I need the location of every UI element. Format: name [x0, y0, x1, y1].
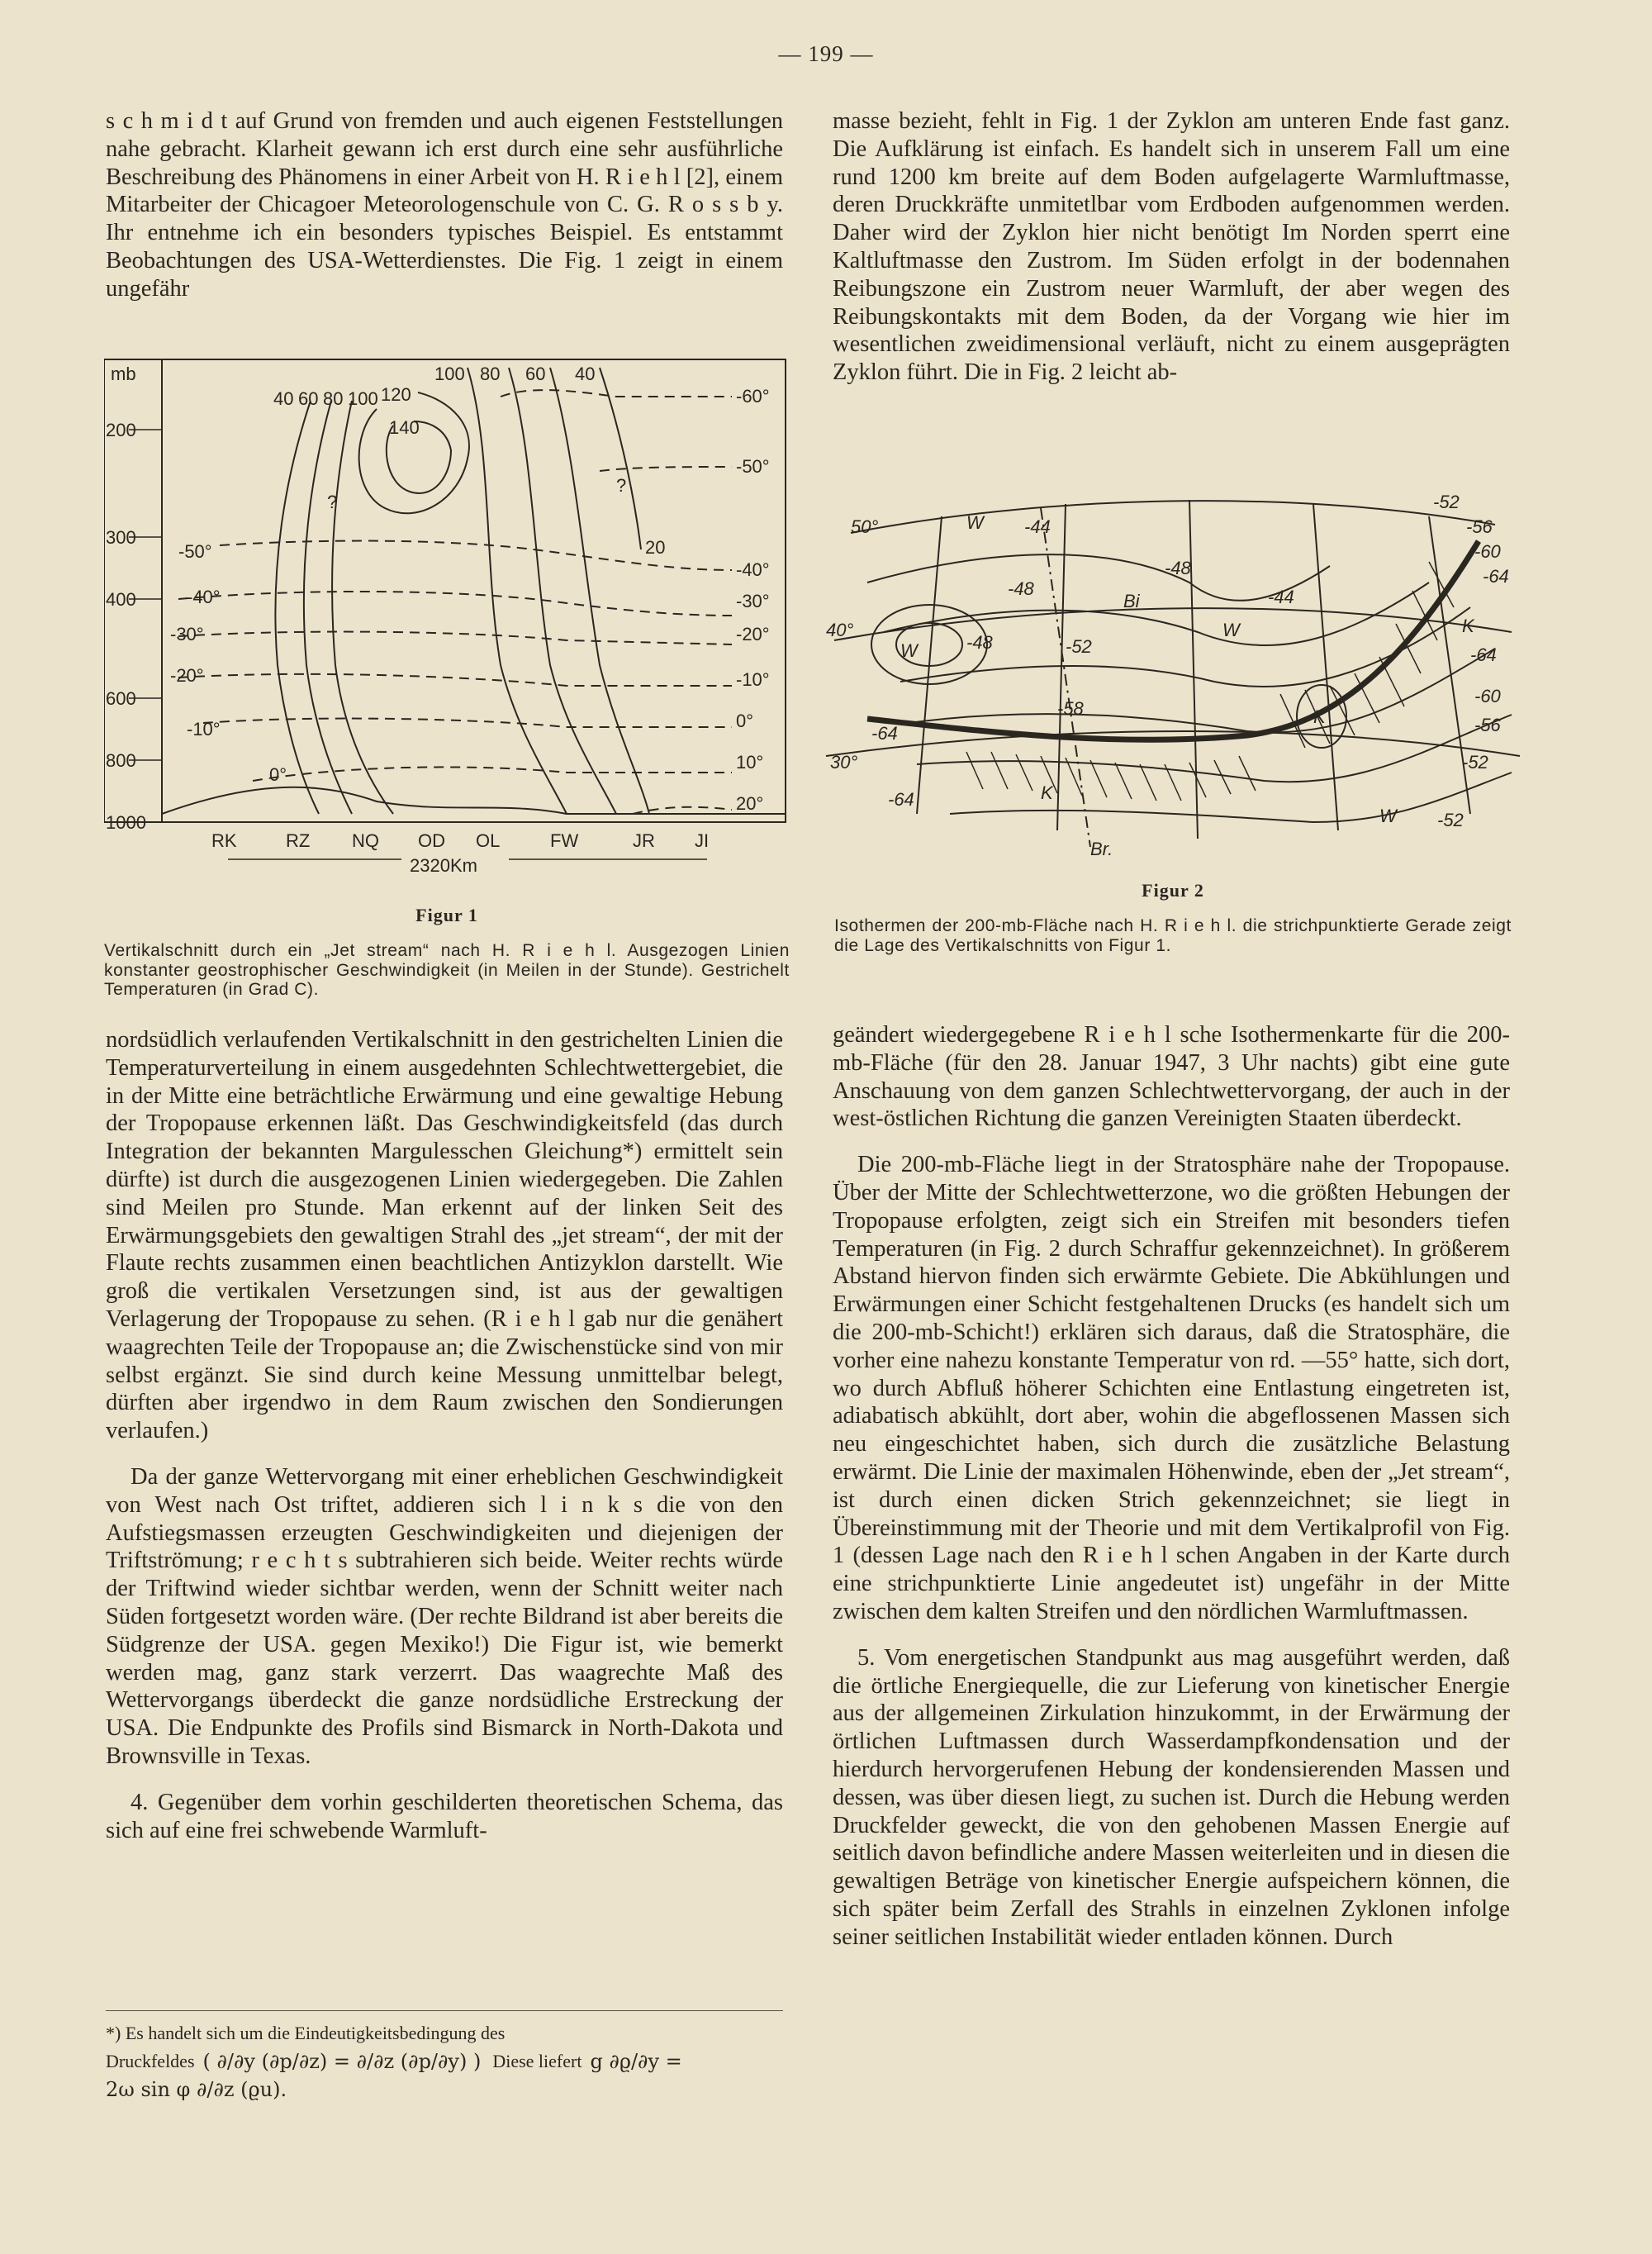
region-label: Bi — [1123, 591, 1140, 611]
axis-unit: mb — [111, 364, 136, 384]
level-label: 1000 — [106, 812, 146, 833]
isotherm-label: -52 — [1433, 492, 1460, 512]
paragraph: nordsüdlich verlaufenden Vertikalschnitt in den gestrichelten Linien die Temperaturverteilung in einem ausgedehnten Schlechtwettergebiet, die in der Mitte eine beträchtliche Erwärmung und eine gewaltige Hebung der Tropopause erkennen läßt. Das Geschwindigkeitsfeld (das durch Integration der bekannten Margulesschen Gleichung*) ermittelt sein dürfte) ist durch die ausgezogenen Linien wiedergegeben. Die Zahlen sind Meilen pro Stunde. Man erkennt auf der linken Seit des Erwärmungsgebiets den gewaltigen Strahl des „jet stream“, der mit der Flaute rechts zusammen einen beachtlichen Antizyklon darstellt. Wie groß die vertikalen Versetzungen sind, ist aus der gewaltigen Verlagerung der Tropopause zu sehen. (R i e h l gab nur die genähert waagrechten Teile der Tropopause an; die Zwischenstücke sind von mir selbst ergänzt. Sie sind durch keine Messung unmittelbar belegt, dürften aber irgendwo in dem Raum zwischen den Sondierungen verlaufen.) — [106, 1027, 783, 1444]
station-label: FW — [550, 830, 579, 851]
right-column-top — [833, 107, 1510, 387]
paragraph: geändert wiedergegebene R i e h l sche Isothermenkarte für die 200-mb-Fläche (für den 28. Januar 1947, 3 Uhr nachts) gibt eine gute Anschauung von dem ganzen Schlechtwettervorgang, der auch in der west-östlichen Richtung die ganzen Vereinigten Staaten überdeckt. — [833, 1022, 1510, 1132]
level-label: 300 — [106, 527, 136, 548]
speed-label: 60 — [525, 364, 546, 384]
region-label: Br. — [1090, 839, 1113, 859]
isotherm-label: -52 — [1462, 752, 1488, 773]
question-mark: ? — [327, 492, 338, 512]
paragraph: 4. Gegenüber dem vorhin geschilderten theoretischen Schema, das sich auf eine frei schwebende Warmluft- — [106, 1789, 783, 1843]
lat-label: 40° — [826, 620, 854, 640]
footnote-line-1: *) Es handelt sich um die Eindeutigkeitsbedingung des — [106, 2023, 506, 2043]
temp-label: 0° — [736, 711, 754, 731]
isotherm-label: -64 — [871, 723, 898, 744]
paragraph: s c h m i d t auf Grund von fremden und auch eigenen Feststellungen nahe gebracht. Klarheit gewann ich erst durch eine sehr ausführliche Beschreibung des Phänomens in einer Arbeit von H. R i e h l [2], einem Mitarbeiter der Chicagoer Meteorologenschule von C. G. R o s s b y. Ihr entnehme ich ein besonders typisches Beispiel. Es entstammt Beobachtungen des USA-Wetterdienstes. Die Fig. 1 zeigt in einem ungefähr — [106, 108, 783, 302]
figure-1-caption: Vertikalschnitt durch ein „Jet stream“ nach H. R i e h l. Ausgezogen Linien konstanter geostrophischer Geschwindigkeit (in Meilen in der Stunde). Gestrichelt Temperaturen (in Grad C). — [104, 941, 790, 999]
isotherm-label: -64 — [888, 789, 914, 810]
region-label: W — [966, 512, 984, 533]
isotherm-label: -64 — [1470, 644, 1497, 665]
temp-label: -50° — [178, 541, 212, 562]
temp-label: -30° — [170, 624, 204, 644]
speed-label: 60 — [298, 388, 319, 409]
speed-label: 20 — [645, 537, 666, 558]
level-label: 800 — [106, 750, 136, 771]
speed-label: 80 — [323, 388, 344, 409]
region-label: W — [1222, 620, 1240, 640]
level-label: 600 — [106, 688, 136, 709]
footnote-formula: Druckfeldes ( ∂/∂y (∂p/∂z) = ∂/∂z (∂p/∂y) ) Diese liefert g ∂ϱ/∂y = — [106, 2047, 783, 2076]
temp-label: -40° — [736, 559, 770, 580]
temp-label: -20° — [736, 624, 770, 644]
footnote-prefix: Druckfeldes — [106, 2051, 195, 2071]
station-label: RZ — [286, 830, 311, 851]
isotherm-label: -64 — [1483, 566, 1509, 587]
figure-1 — [104, 351, 790, 1000]
footnote-suffix: Diese liefert — [492, 2051, 582, 2071]
isotherm-label: -60 — [1474, 686, 1501, 706]
figure-2 — [818, 483, 1528, 955]
paragraph: masse bezieht, fehlt in Fig. 1 der Zyklon am unteren Ende fast ganz. Die Aufklärung ist einfach. Es handelt sich in unserem Fall um eine rund 1200 km breite auf dem Boden aufgelagerte Warmluftmasse, deren Druckkräfte unmitetlbar vom Erdboden aufgenommen werden. Daher wird der Zyklon hier nicht benötigt Im Norden sperrt eine Kaltluftmasse den Zustrom. Im Süden erfolgt in der bodennahen Reibungszone ein Zustrom neuer Warmluft, der aber wegen des Reibungskontakts mit dem Boden, da der Vorgang wie hier im wesentlichen zweidimensional verläuft, nicht zu einem ausgeprägten Zyklon führt. Die in Fig. 2 leicht ab- — [833, 108, 1510, 386]
region-label: K — [1041, 782, 1053, 803]
footnote-line-3: 2ω sin φ ∂/∂z (ϱu). — [106, 2078, 287, 2101]
isotherm-label: -56 — [1474, 715, 1501, 735]
isotherm-label: -48 — [1008, 578, 1034, 599]
footnote — [106, 2010, 783, 2104]
speed-label: 100 — [434, 364, 465, 384]
left-column-top — [106, 107, 783, 303]
speed-label: 100 — [348, 388, 378, 409]
isotherm-label: -48 — [966, 632, 993, 653]
station-label: OD — [418, 830, 445, 851]
station-label: RK — [211, 830, 237, 851]
station-label: OL — [476, 830, 501, 851]
region-label: W — [1379, 806, 1397, 826]
figure-1-chart — [104, 351, 790, 880]
speed-label: 40 — [575, 364, 596, 384]
station-label: NQ — [352, 830, 379, 851]
paragraph: Da der ganze Wettervorgang mit einer erheblichen Geschwindigkeit von West nach Ost triftet, addieren sich l i n k s die von den Aufstiegsmassen erzeugten Geschwindigkeiten und diejenigen der Triftströmung; r e c h t s subtrahieren sich beide. Weiter rechts würde der Triftwind wieder sichtbar werden, wenn der Schnitt weiter nach Süden fortgesetzt worden wäre. (Der rechte Bildrand ist aber bereits die Südgrenze der USA. gegen Mexiko!) Die Figur ist, wie bemerkt werden mag, ganz stark verzerrt. Das waagrechte Maß des Wettervorgangs überdeckt die ganze nordsüdliche Erstreckung der USA. Die Endpunkte des Profils sind Bismarck in North-Dakota und Brownsville in Texas. — [106, 1463, 783, 1769]
speed-label: 40 — [273, 388, 294, 409]
isotherm-label: -56 — [1466, 516, 1493, 537]
level-label: 400 — [106, 589, 136, 610]
speed-label: 80 — [480, 364, 501, 384]
region-label: W — [900, 640, 918, 661]
temp-label: -20° — [170, 665, 204, 686]
isotherm-label: -52 — [1066, 636, 1092, 657]
paragraph: Die 200-mb-Fläche liegt in der Stratosphäre nahe der Tropopause. Über der Mitte der Schlechtwetterzone, wo die größten Hebungen der Tropopause erfolgten, zeigt sich ein Streifen mit besonders tiefen Temperaturen (in Fig. 2 durch Schraffur gekennzeichnet). In größerem Abstand hiervon finden sich erwärmte Gebiete. Die Abkühlungen und Erwärmungen einer Schicht festgehaltenen Drucks (es handelt sich um die 200-mb-Schicht!) erklären sich daraus, daß die Stratosphäre, die vorher eine nahezu konstante Temperatur von rd. —55° hatte, sich dort, wo durch Abfluß höherer Schichten eine Entlastung eingetreten ist, adiabatisch abkühlt, dort aber, wohin die abgeflossenen Massen sich neu eingeschichtet haben, sich durch die zusätzliche Belastung erwärmt. Die Linie der maximalen Höhenwinde, eben der „Jet stream“, ist durch einen dicken Strich gekennzeichnet; sie liegt in Übereinstimmung mit der Theorie und mit dem Vertikalprofil von Fig. 1 (dessen Lage nach den R i e h l schen Angaben in der Karte durch eine strichpunktierte Linie angedeutet ist) ungefähr in der Mitte zwischen dem kalten Streifen und den nördlichen Warmluftmassen. — [833, 1152, 1510, 1624]
temp-label: -50° — [736, 456, 770, 477]
isotherm-label: -58 — [1057, 698, 1084, 719]
paragraph: 5. Vom energetischen Standpunkt aus mag ausgeführt werden, daß die örtliche Energiequelle, die zur Lieferung von kinetischer Energie aus der allgemeinen Zirkulation hinzukommt, in der Erwärmung der örtlichen Luftmassen durch Wasserdampfkondensation und der hierdurch hervorgerufenen Hebung der kondensierenden Massen und dessen, was über diesen liegt, zu suchen ist. Durch die Hebung werden Druckfelder geweckt, die von den gehobenen Massen Energie auf seitlich davon befindliche andere Massen weiterleiten und in diesen die gewaltigen Beträge von kinetischer Energie aufspeichern können, die sich später beim Zerfall des Strahls in einzelnen Zyklonen infolge seiner seitlichen Instabilität wieder entladen können. Durch — [833, 1644, 1510, 1950]
region-label: K — [1462, 616, 1474, 636]
lat-label: 30° — [830, 752, 858, 773]
speed-label: 140 — [389, 417, 420, 438]
isotherm-label: -44 — [1024, 516, 1051, 537]
page-number: — 199 — — [778, 41, 874, 66]
question-mark: ? — [616, 475, 627, 496]
temp-label: -60° — [736, 386, 770, 407]
figure-1-label: Figur 1 — [415, 905, 478, 925]
station-label: JI — [695, 830, 710, 851]
temp-label: -10° — [187, 719, 221, 739]
isotherm-label: -48 — [1165, 558, 1191, 578]
temp-label: -10° — [736, 669, 770, 690]
temp-label: -40° — [187, 587, 221, 607]
level-label: 200 — [106, 420, 136, 440]
station-label: JR — [633, 830, 655, 851]
isotherm-label: -44 — [1268, 587, 1294, 607]
region-label: K — [1313, 706, 1326, 727]
figure-2-label: Figur 2 — [1142, 880, 1204, 901]
isotherm-label: -52 — [1437, 810, 1464, 830]
isotherm-label: -60 — [1474, 541, 1501, 562]
lat-label: 50° — [851, 516, 879, 537]
distance-label: 2320Km — [410, 855, 477, 876]
right-column-bottom — [833, 1021, 1510, 1952]
temp-label: 10° — [736, 752, 764, 773]
temp-label: 20° — [736, 793, 764, 814]
figure-2-caption: Isothermen der 200-mb-Fläche nach H. R i e h l. die strichpunktierte Gerade zeigt die Lage des Vertikalschnitts von Figur 1. — [834, 916, 1512, 955]
temp-label: -30° — [736, 591, 770, 611]
left-column-bottom — [106, 1026, 783, 1844]
figure-2-map — [818, 483, 1528, 872]
temp-label: 0° — [269, 764, 287, 785]
speed-label: 120 — [381, 384, 411, 405]
